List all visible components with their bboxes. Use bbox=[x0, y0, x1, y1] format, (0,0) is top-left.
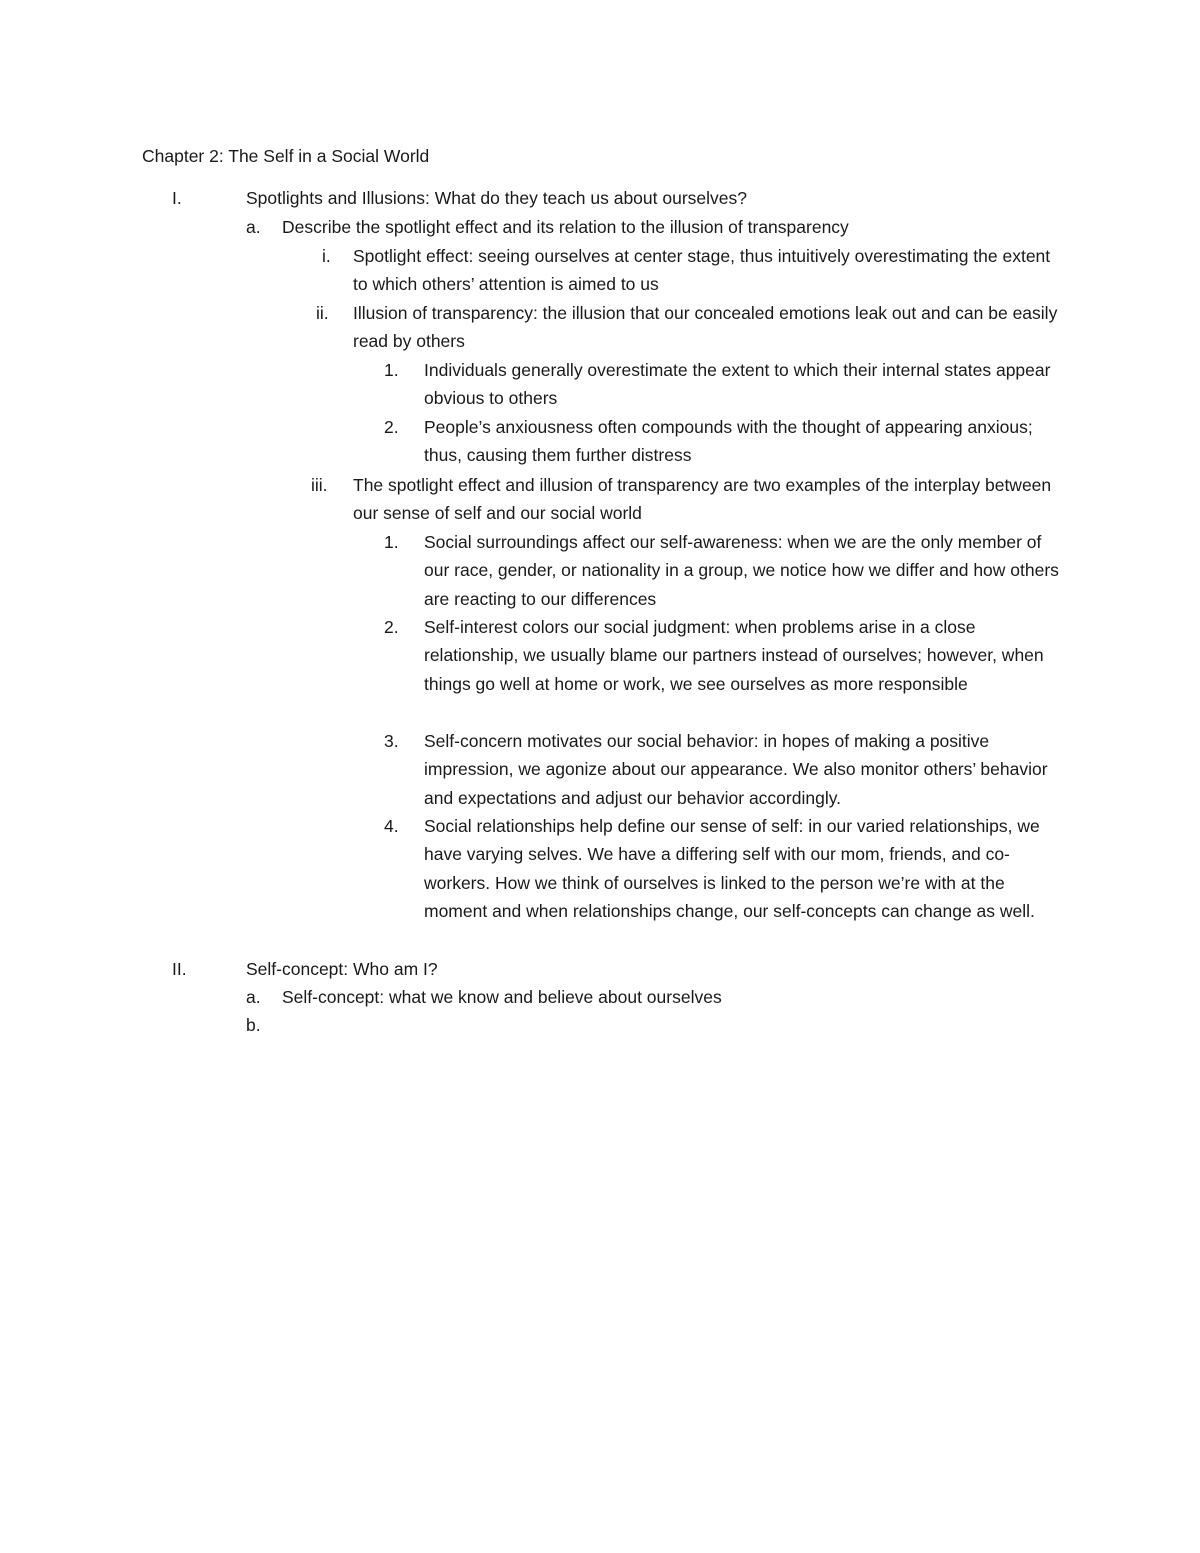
section-2-item-a bbox=[246, 983, 1066, 1011]
item-iii-1-marker: 1. bbox=[384, 532, 399, 552]
section-2-item-a-marker: a. bbox=[246, 987, 261, 1007]
section-1-item-a-iii-3 bbox=[384, 727, 1064, 812]
section-1-item-a-ii bbox=[316, 299, 1062, 356]
section-1-marker: I. bbox=[172, 188, 182, 208]
item-iii-4-text: Social relationships help define our sense of self: in our varied relationships, we have varying selves. We have a differing self with our mom, friends, and co-workers. How we think of ourselves is linked to the person we’re with at the moment and when relationships change, our self-concepts can change as well. bbox=[424, 816, 1040, 922]
item-iii-2-marker: 2. bbox=[384, 617, 399, 637]
section-2-item-b-text bbox=[282, 1011, 1066, 1039]
section-1-item-a-i bbox=[322, 242, 1062, 299]
section-2-marker: II. bbox=[172, 959, 187, 979]
item-iii-text: The spotlight effect and illusion of transparency are two examples of the interplay between our sense of self and our social world bbox=[353, 475, 1052, 524]
item-i-marker: i. bbox=[322, 246, 331, 266]
item-ii-2-marker: 2. bbox=[384, 417, 399, 437]
item-iii-4-marker: 4. bbox=[384, 816, 399, 836]
item-iii-1-text: Social surroundings affect our self-awareness: when we are the only member of our race, gender, or nationality in a group, we notice how we differ and how others are reacting to our differences bbox=[424, 532, 1059, 609]
item-i-text: Spotlight effect: seeing ourselves at center stage, thus intuitively overestimating the extent to which others’ attention is aimed to us bbox=[353, 246, 1051, 295]
section-1-item-a bbox=[246, 213, 1066, 241]
section-1-heading: Spotlights and Illusions: What do they teach us about ourselves? bbox=[246, 188, 747, 208]
item-ii-marker: ii. bbox=[316, 303, 329, 323]
section-1-item-a-iii-4 bbox=[384, 812, 1064, 926]
item-iii-marker: iii. bbox=[311, 475, 328, 495]
section-1-item-a-iii-1 bbox=[384, 528, 1064, 613]
item-ii-1-marker: 1. bbox=[384, 360, 399, 380]
item-a-text: Describe the spotlight effect and its relation to the illusion of transparency bbox=[282, 217, 849, 237]
section-2-heading: Self-concept: Who am I? bbox=[246, 959, 438, 979]
item-iii-2-text: Self-interest colors our social judgment: when problems arise in a close relationship, we usually blame our partners instead of ourselves; however, when things go well at home or work, we see ourselves as more responsible bbox=[424, 617, 1044, 694]
item-ii-2-text: People’s anxiousness often compounds with the thought of appearing anxious; thus, causing them further distress bbox=[424, 417, 1033, 466]
item-ii-text: Illusion of transparency: the illusion that our concealed emotions leak out and can be easily read by others bbox=[353, 303, 1058, 352]
item-ii-1-text: Individuals generally overestimate the extent to which their internal states appear obvious to others bbox=[424, 360, 1051, 409]
section-2-item-b bbox=[246, 1011, 1066, 1039]
document-title: Chapter 2: The Self in a Social World bbox=[142, 146, 430, 166]
section-1-item-a-iii-2 bbox=[384, 613, 1064, 698]
item-iii-3-text: Self-concern motivates our social behavior: in hopes of making a positive impression, we agonize about our appearance. We also monitor others’ behavior and expectations and adjust our behavior accordingly. bbox=[424, 731, 1048, 808]
section-2-item-b-marker: b. bbox=[246, 1015, 261, 1035]
section-1 bbox=[142, 184, 1062, 212]
section-1-item-a-iii bbox=[311, 471, 1062, 528]
section-1-item-a-ii-2 bbox=[384, 413, 1064, 470]
item-iii-3-marker: 3. bbox=[384, 731, 399, 751]
item-a-marker: a. bbox=[246, 217, 261, 237]
section-2 bbox=[142, 955, 1062, 983]
section-2-item-a-text: Self-concept: what we know and believe about ourselves bbox=[282, 987, 722, 1007]
section-1-item-a-ii-1 bbox=[384, 356, 1064, 413]
